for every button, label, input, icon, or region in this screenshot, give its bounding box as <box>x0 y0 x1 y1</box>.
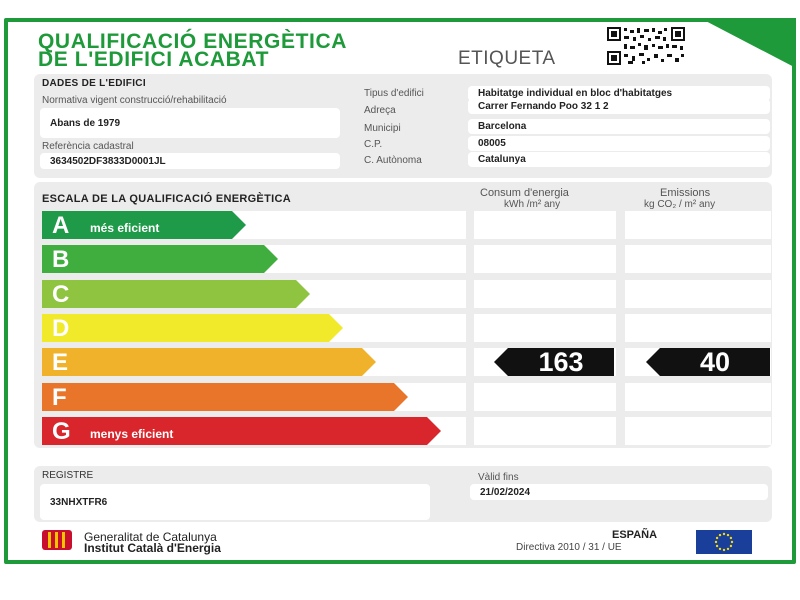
band-arrow-b <box>42 245 278 273</box>
eu-star <box>730 545 732 547</box>
org-line-1: Generalitat de Catalunya <box>84 530 217 544</box>
emissions-cell <box>625 314 771 342</box>
band-letter: D <box>52 314 70 342</box>
tipus-value: Habitatge individual en bloc d'habitatges <box>468 86 770 101</box>
consum-cell <box>474 383 616 411</box>
emissions-cell <box>625 211 771 239</box>
adreca-label: Adreça <box>364 105 396 116</box>
consum-cell <box>474 211 616 239</box>
title-line-2: DE L'EDIFICI ACABAT <box>38 48 270 71</box>
consum-unit: kWh /m² any <box>504 199 561 210</box>
etiqueta-label: ETIQUETA <box>458 48 556 69</box>
eu-star <box>716 545 718 547</box>
consum-cell <box>474 280 616 308</box>
building-section-title: DADES DE L'EDIFICI <box>42 78 146 89</box>
corner-triangle <box>700 18 796 68</box>
normativa-value: Abans de 1979 <box>40 108 340 138</box>
band-arrow-e <box>42 348 376 376</box>
country-label: ESPAÑA <box>612 529 658 541</box>
band-letter: G <box>52 417 71 445</box>
registre-label: REGISTRE <box>42 470 94 481</box>
valid-label: Vàlid fins <box>478 472 519 483</box>
referencia-value: 3634502DF3833D0001JL <box>40 153 340 169</box>
eu-star <box>715 541 717 543</box>
eu-star <box>716 537 718 539</box>
municipi-label: Municipi <box>364 123 401 134</box>
adreca-value: Carrer Fernando Poo 32 1 2 <box>468 99 770 114</box>
generalitat-logo-icon <box>42 530 72 550</box>
band-letter: F <box>52 383 67 411</box>
eu-star <box>727 548 729 550</box>
consum-header: Consum d'energia <box>480 187 569 199</box>
band-caption: més eficient <box>90 221 160 235</box>
directive-label: Directiva 2010 / 31 / UE <box>516 542 622 553</box>
consum-cell <box>474 417 616 445</box>
autonoma-value: Catalunya <box>468 152 770 167</box>
band-arrow-d <box>42 314 343 342</box>
registre-value: 33NHXTFR6 <box>40 484 430 520</box>
eu-star <box>723 533 725 535</box>
consum-cell <box>474 314 616 342</box>
consum-cell <box>474 245 616 273</box>
emissions-cell <box>625 245 771 273</box>
tipus-label: Tipus d'edifici <box>364 88 424 99</box>
autonoma-label: C. Autònoma <box>364 155 422 166</box>
band-letter: C <box>52 280 70 308</box>
referencia-label: Referència cadastral <box>42 141 134 152</box>
eu-star <box>731 541 733 543</box>
title-line-1: QUALIFICACIÓ ENERGÈTICA <box>38 30 347 53</box>
consum-rating-marker-value: 163 <box>538 347 584 378</box>
emissions-rating-marker-value: 40 <box>699 347 731 378</box>
band-letter: B <box>52 246 70 274</box>
eu-star <box>730 537 732 539</box>
cp-value: 08005 <box>468 136 770 151</box>
band-arrow-f <box>42 383 408 411</box>
municipi-value: Barcelona <box>468 119 770 134</box>
eu-star <box>723 549 725 551</box>
eu-flag-icon <box>696 530 752 554</box>
emissions-unit: kg CO₂ / m² any <box>644 199 716 210</box>
band-caption: menys eficient <box>90 426 174 441</box>
band-arrow-c <box>42 280 310 308</box>
band-letter: E <box>52 349 69 377</box>
valid-value: 21/02/2024 <box>470 484 768 500</box>
org-line-2: Institut Català d'Energia <box>84 541 221 555</box>
eu-star <box>727 534 729 536</box>
emissions-cell <box>625 417 771 445</box>
normativa-label: Normativa vigent construcció/rehabilitació <box>42 95 227 106</box>
emissions-cell <box>625 280 771 308</box>
eu-star <box>719 548 721 550</box>
eu-star <box>719 534 721 536</box>
band-letter: A <box>52 212 70 239</box>
cp-label: C.P. <box>364 139 383 150</box>
emissions-header: Emissions <box>660 187 711 199</box>
qr-code-icon <box>606 26 686 66</box>
emissions-cell <box>625 383 771 411</box>
scale-section-title: ESCALA DE LA QUALIFICACIÓ ENERGÈTICA <box>42 193 291 205</box>
